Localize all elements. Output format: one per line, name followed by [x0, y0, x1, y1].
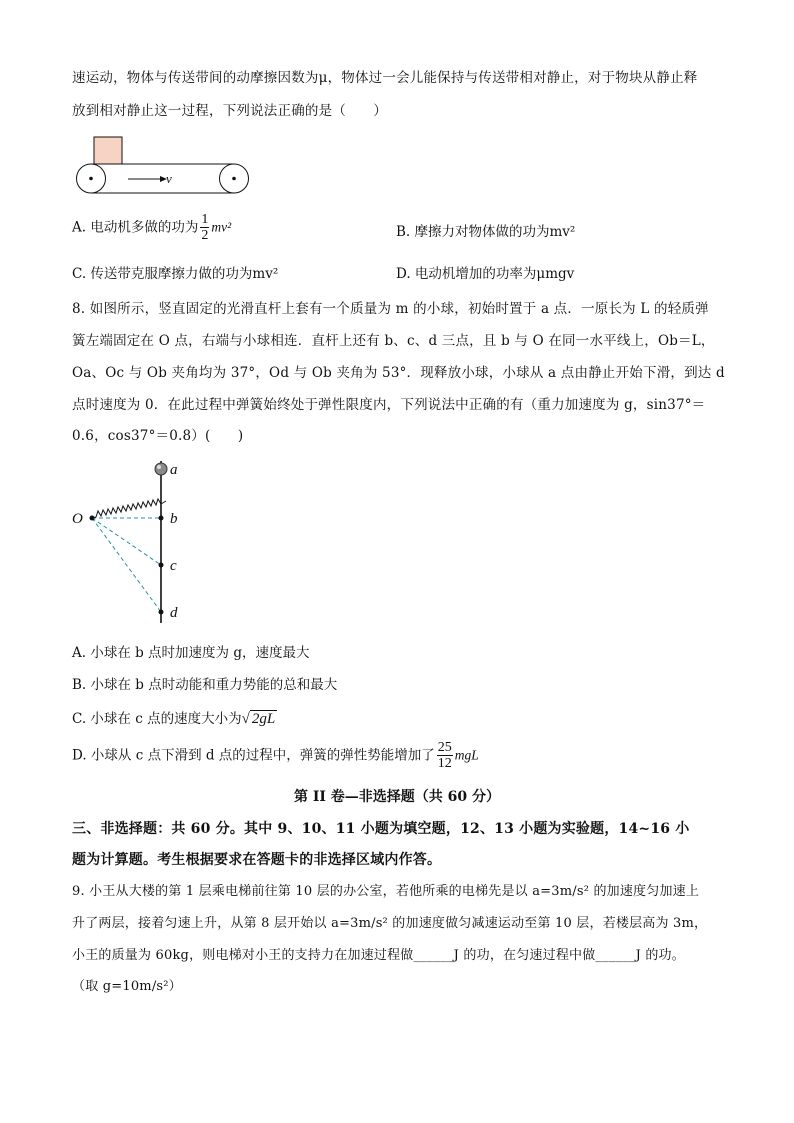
q8-option-d: D. 小球从 c 点下滑到 d 点的过程中，弹簧的弹性势能增加了 $\frac{25}{12}$ mgL	[72, 740, 479, 772]
q9-stem-line-3: 小王的质量为 60kg，则电梯对小王的支持力在加速过程做______J 的功，在匀速过程中做______J 的功。	[72, 948, 685, 963]
q7-option-c: C. 传送带克服摩擦力做的功为mv²	[72, 266, 279, 282]
q8-option-c: C. 小球在 c 点的速度大小为√ 2gL	[72, 711, 276, 727]
q8-stem-line-5: 0.6，cos37°＝0.8）( )	[72, 428, 244, 444]
q7-stem-line-2: 放到相对静止这一过程，下列说法正确的是（ ）	[72, 103, 388, 119]
q7-option-d: D. 电动机增加的功率为μmgv	[396, 266, 575, 282]
dashed-Oc	[92, 518, 161, 565]
q9-stem-line-1: 9. 小王从大楼的第 1 层乘电梯前往第 10 层的办公室，若他所乘的电梯先是以 a=3m/s² 的加速度匀加速上	[72, 884, 700, 899]
section-title: 第 II 卷—非选择题（共 60 分）	[293, 789, 501, 805]
label-O: O	[72, 511, 83, 527]
label-a: a	[170, 462, 178, 478]
point-c	[159, 563, 164, 568]
ball	[155, 463, 167, 475]
q8-stem-line-3: Oa、Oc 与 Ob 夹角均为 37°，Od 与 Ob 夹角为 53°．现释放小球，小球从 a 点由静止开始下滑，到达 d	[72, 365, 725, 381]
dashed-Od	[92, 518, 161, 612]
q8-stem-line-4: 点时速度为 0．在此过程中弹簧始终处于弹性限度内，下列说法中正确的有（重力加速度为 g，sin37°＝	[72, 397, 706, 413]
q8-stem-line-2: 簧左端固定在 O 点，右端与小球相连．直杆上还有 b、c、d 三点，且 b 与 O 在同一水平线上，Ob＝L，	[72, 333, 715, 349]
section-instructions-line-2: 题为计算题。考生根据要求在答题卡的非选择区域内作答。	[72, 852, 442, 868]
section-instructions-line-1: 三、非选择题：共 60 分。其中 9、10、11 小题为填空题，12、13 小题为实验题，14~16 小	[72, 821, 690, 837]
q8-option-a: A. 小球在 b 点时加速度为 g，速度最大	[72, 645, 310, 661]
anchor-O	[90, 516, 95, 521]
q8-stem-line-1: 8. 如图所示，竖直固定的光滑直杆上套有一个质量为 m 的小球，初始时置于 a 点．一原长为 L 的轻质弹	[72, 301, 709, 317]
q8-option-b: B. 小球在 b 点时动能和重力势能的总和最大	[72, 677, 338, 693]
q7-option-a: A. 电动机多做的功为 $\frac{1}{2}$ mv²	[72, 212, 232, 244]
spring-rod-figure	[70, 455, 190, 625]
point-d	[159, 610, 164, 615]
block	[94, 137, 122, 164]
spring	[92, 499, 166, 518]
q9-stem-line-2: 升了两层，接着匀速上升，从第 8 层开始以 a=3m/s² 的加速度做匀减速运动至第 10 层，若楼层高为 3m，	[72, 916, 708, 931]
conveyor-belt-figure	[72, 134, 256, 198]
label-c: c	[170, 558, 177, 574]
velocity-label: v	[166, 171, 172, 186]
point-b	[159, 516, 164, 521]
q9-stem-line-4: （取 g=10m/s²）	[72, 979, 182, 994]
q7-option-b: B. 摩擦力对物体做的功为mv²	[396, 224, 576, 240]
label-d: d	[170, 605, 178, 621]
label-b: b	[170, 511, 178, 527]
q7-stem-line-1: 速运动，物体与传送带间的动摩擦因数为μ，物体过一会儿能保持与传送带相对静止，对于物块从静止释	[72, 70, 698, 86]
